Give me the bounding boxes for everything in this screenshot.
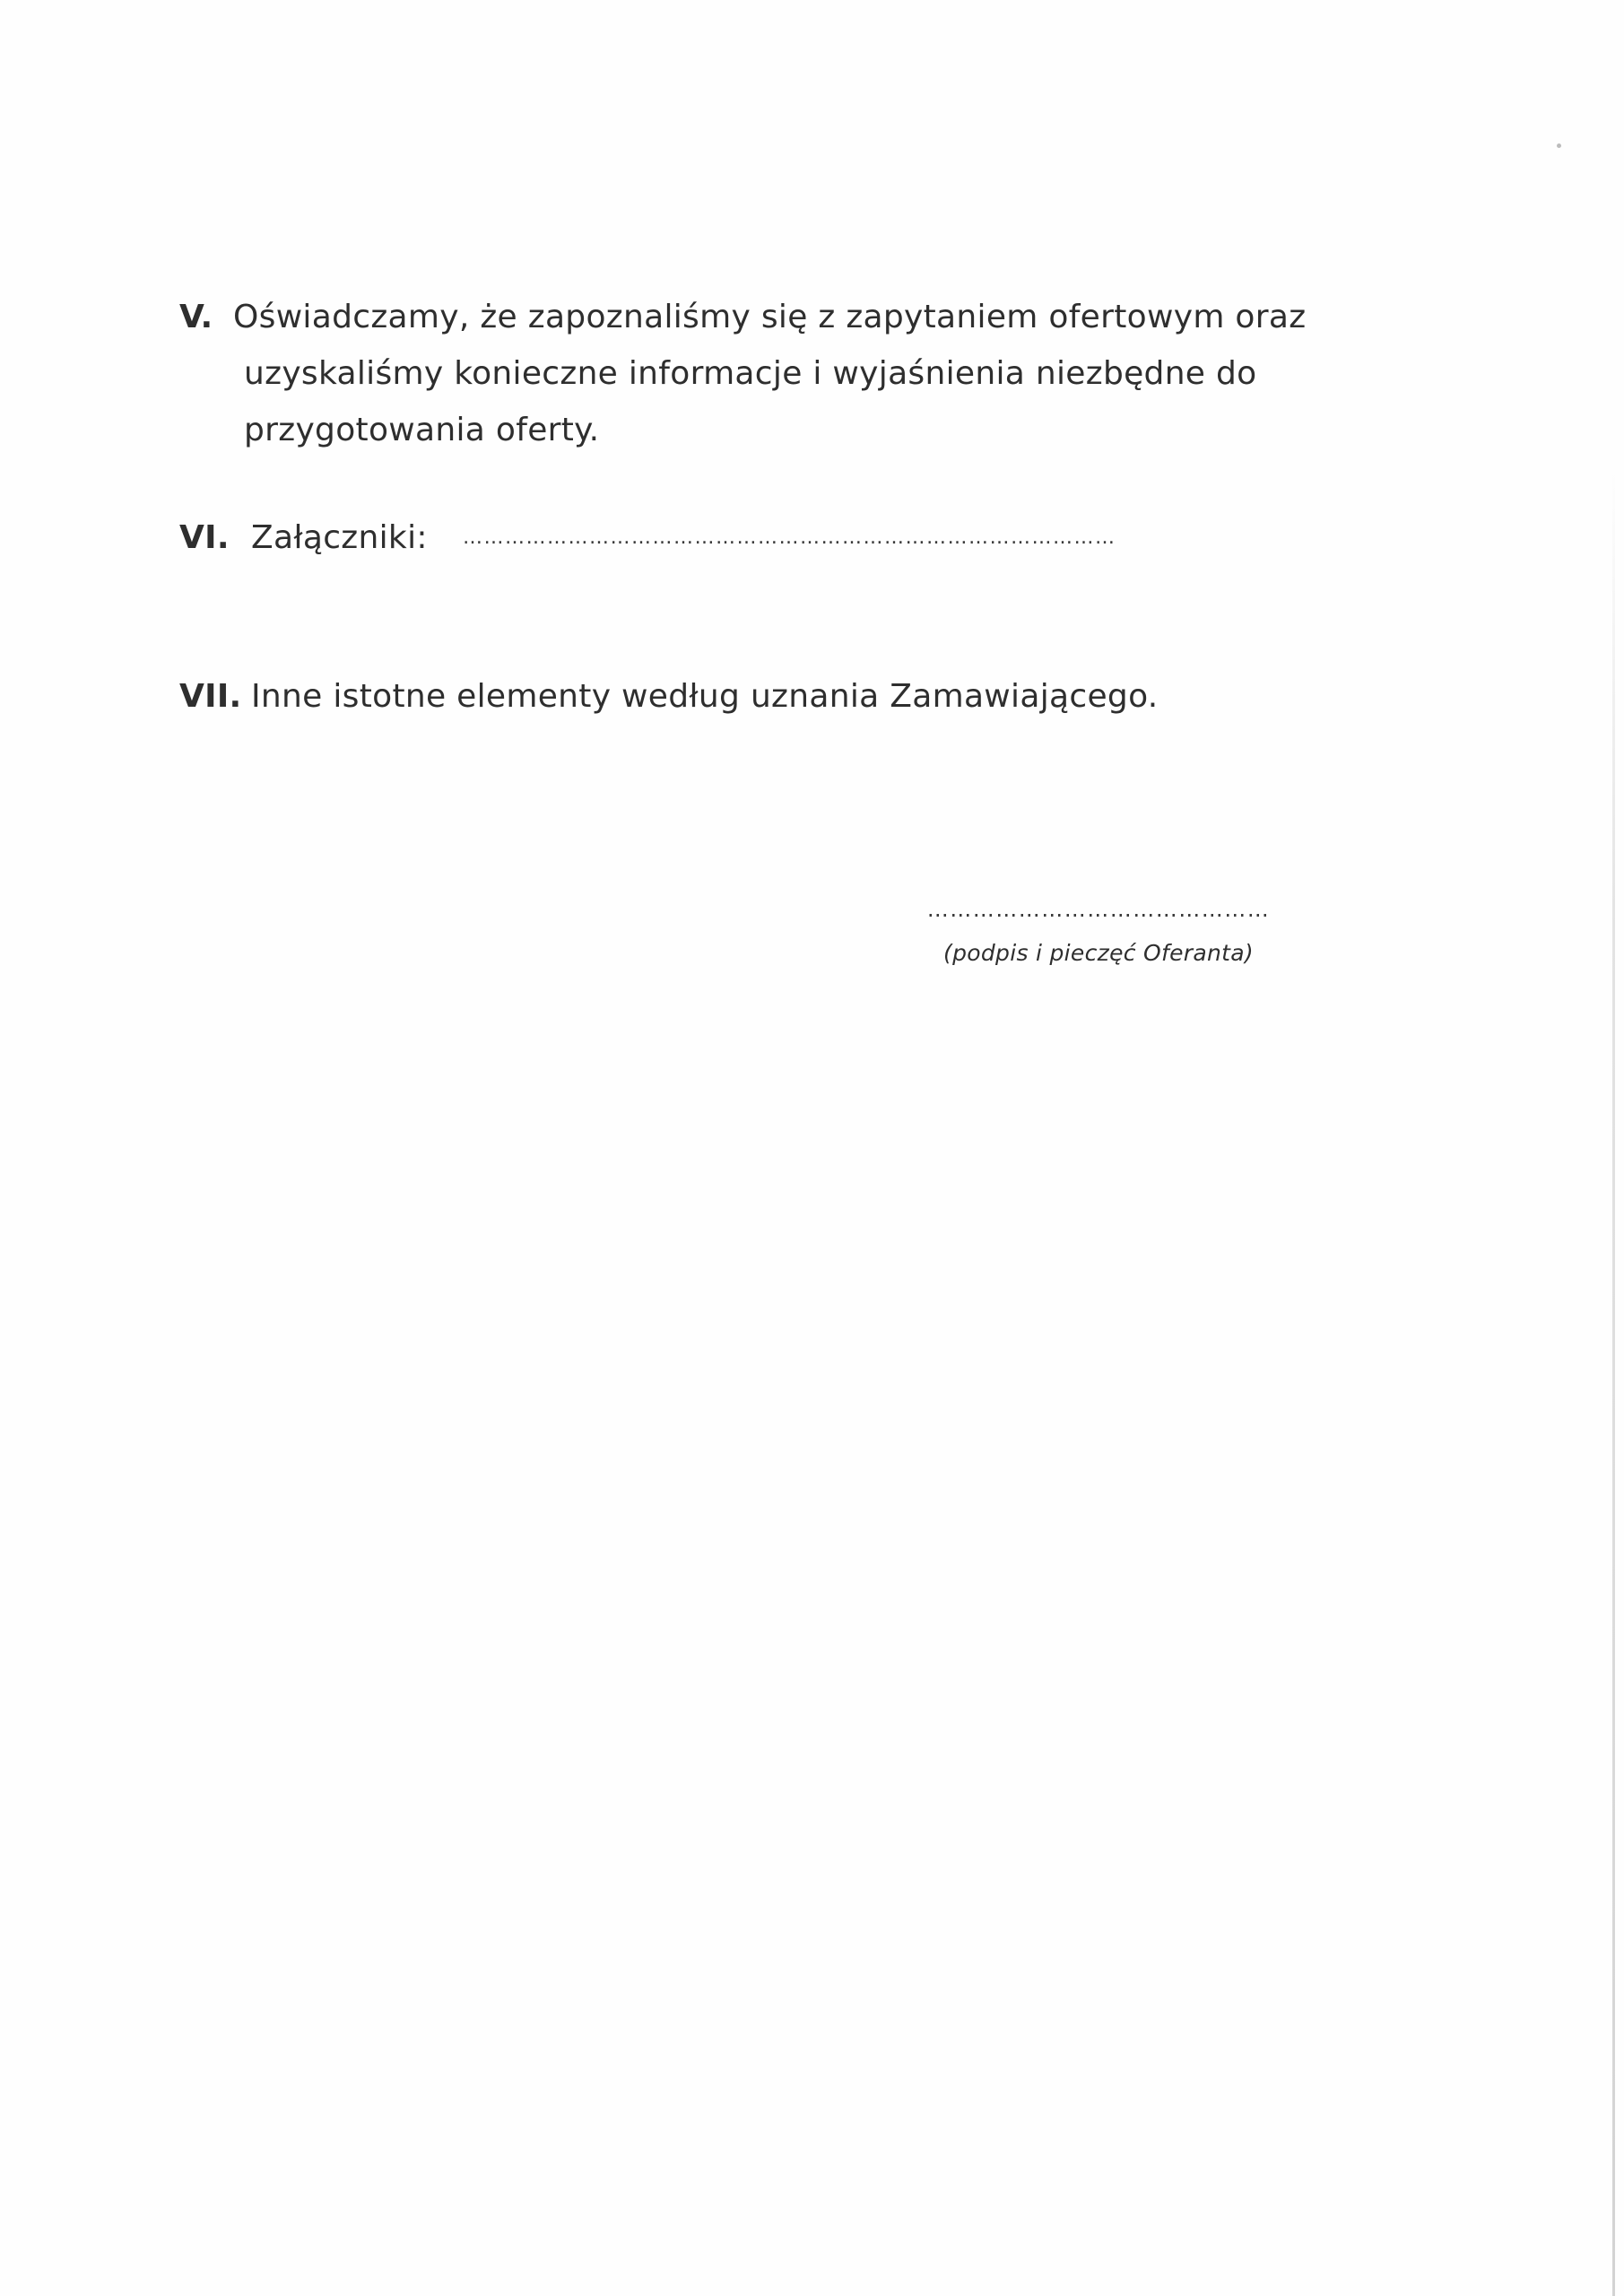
signature-block [897, 897, 1300, 987]
scan-speck [1557, 144, 1561, 148]
attachments-label: Załączniki: [251, 519, 428, 556]
section-v-line-2: uzyskaliśmy konieczne informacje i wyjaśnienia niezbędne do [244, 355, 1257, 392]
section-vii-line: Inne istotne elementy według uznania Zamawiającego. [251, 678, 1159, 715]
scan-edge-shadow [1612, 466, 1615, 2296]
section-number: V. [179, 299, 213, 335]
section-v-text [233, 289, 1399, 458]
section-number: VII. [179, 678, 242, 715]
section-vi [179, 509, 1399, 572]
section-number: VI. [179, 519, 230, 556]
section-vii [179, 668, 1399, 731]
section-v-line-3: przygotowania oferty. [244, 412, 600, 448]
signature-caption: (podpis i pieczęć Oferanta) [943, 940, 1254, 966]
section-v-line-1: Oświadczamy, że zapoznaliśmy się z zapytaniem ofertowym oraz [233, 299, 1307, 335]
section-vii-text [251, 668, 1417, 725]
attachments-fill-line: ………………………………………………………………………………… [463, 526, 1116, 549]
signature-fill-line: ……………………………………… [926, 897, 1271, 922]
section-v [179, 289, 1399, 468]
